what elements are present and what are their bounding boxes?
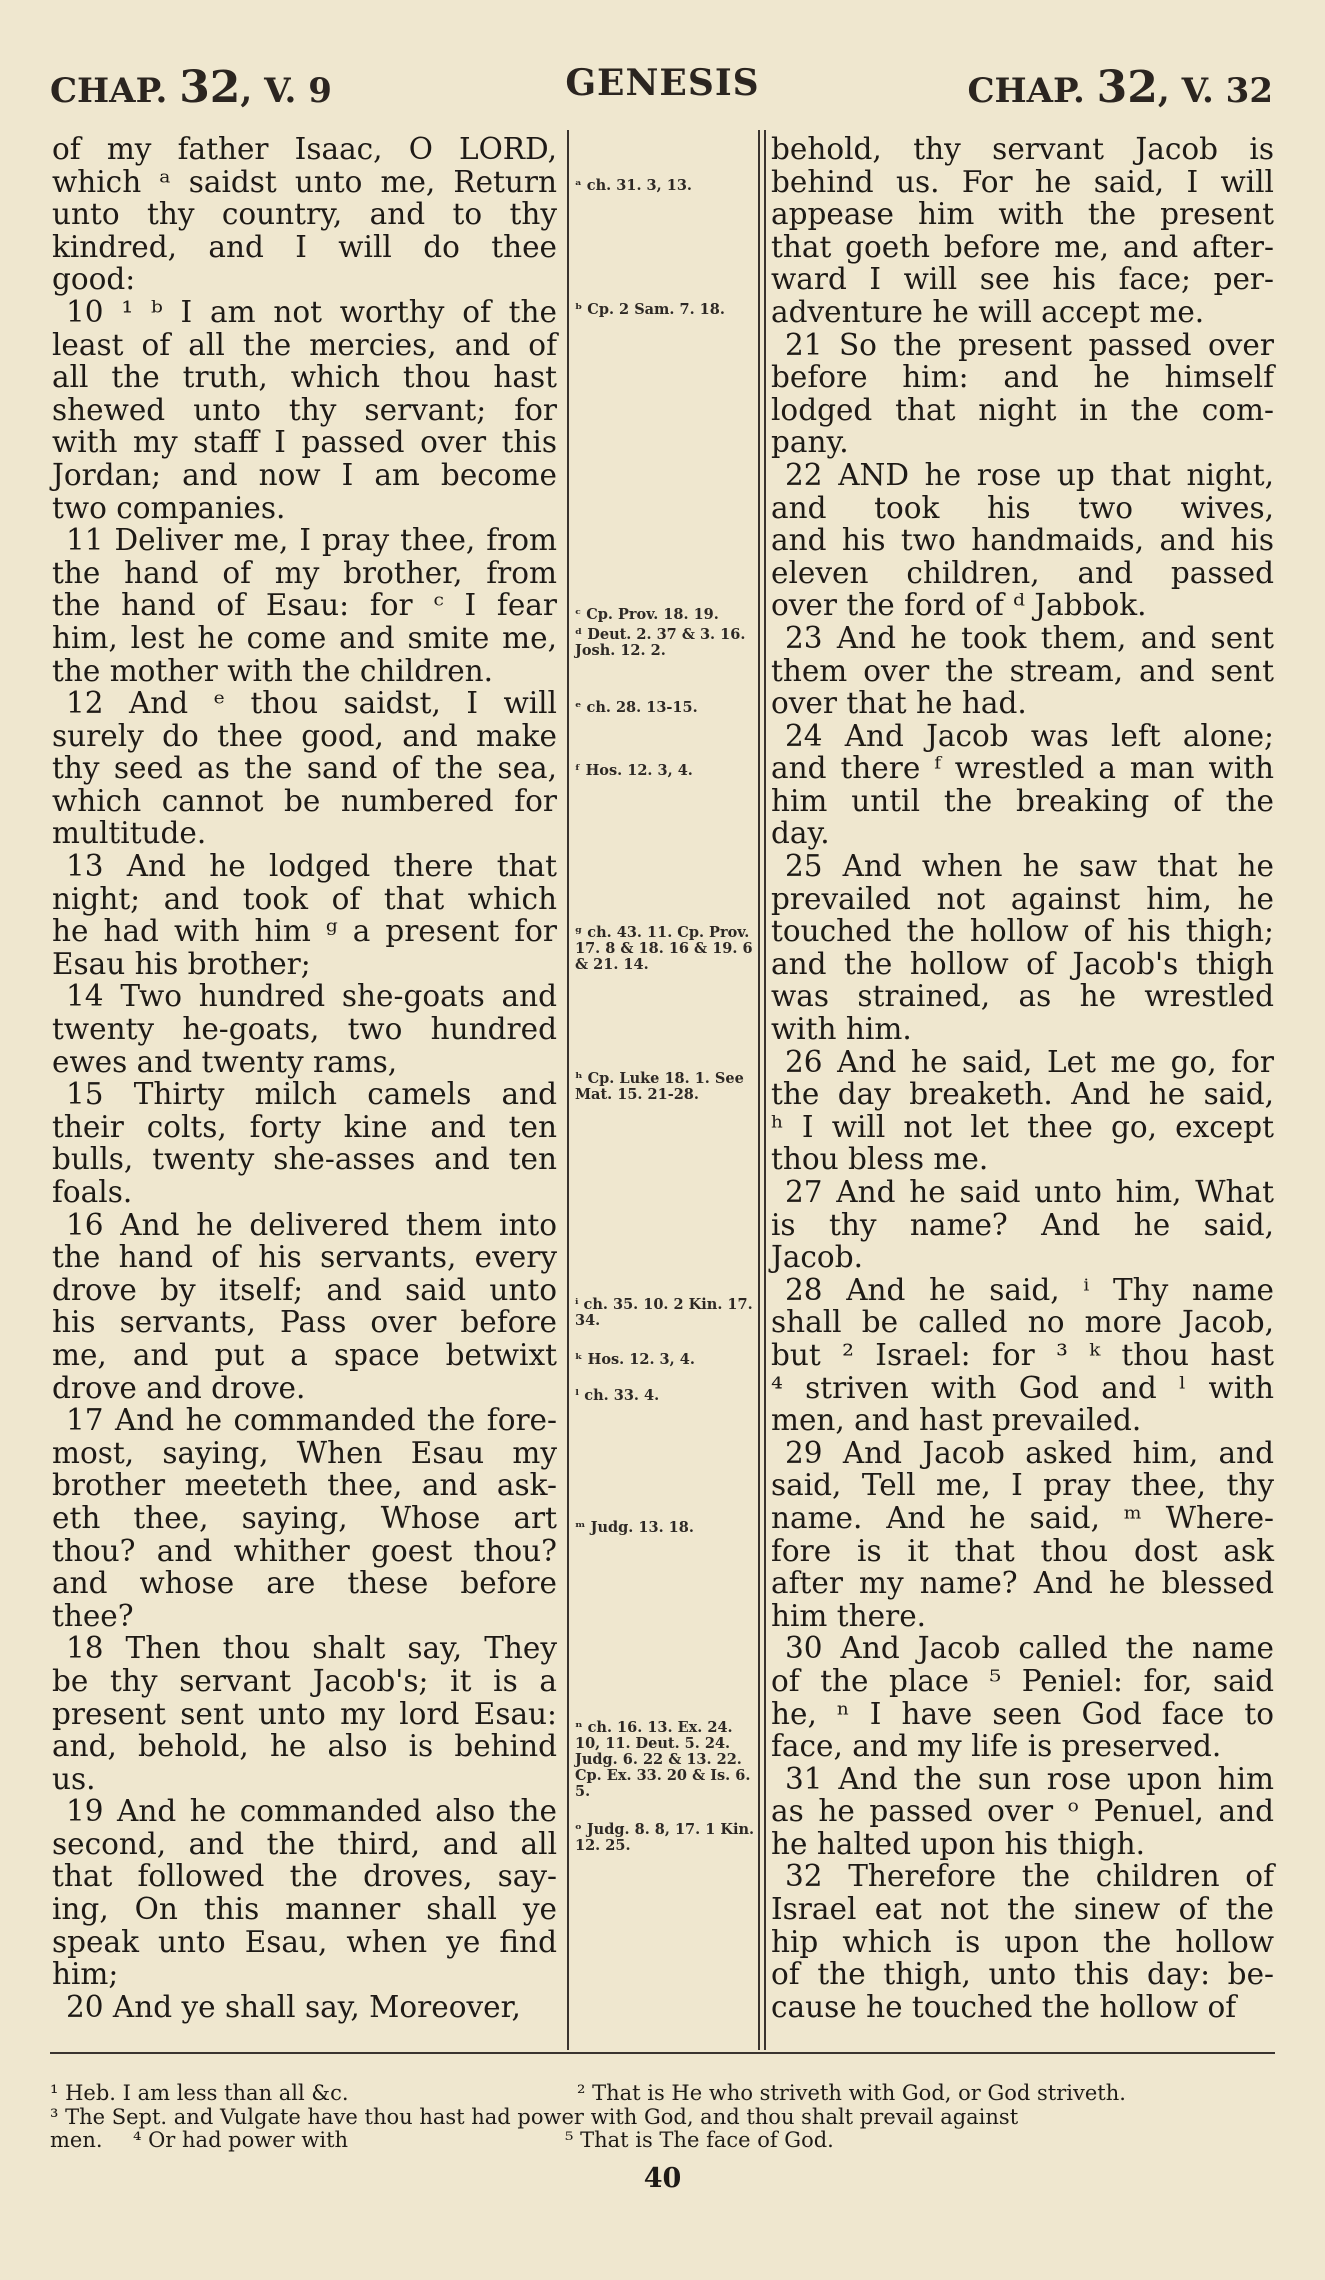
text-line: drove by itself; and said unto: [52, 1272, 557, 1307]
text-line: cause he touched the hollow of: [771, 1989, 1237, 2024]
text-line: eleven children, and passed: [771, 555, 1274, 590]
text-line: all the truth, which thou hast: [52, 360, 557, 395]
text-line: two companies.: [52, 490, 286, 525]
text-line: was strained, as he wrestled: [771, 979, 1274, 1014]
text-line: with him.: [771, 1012, 912, 1047]
cross-reference: ᵇ Cp. 2 Sam. 7. 18.: [575, 301, 725, 318]
text-line: good:: [52, 262, 136, 297]
text-line: over that he had.: [771, 686, 1027, 721]
text-line: 11 Deliver me, I pray thee, from: [66, 523, 557, 558]
text-line: 21 So the present passed over: [785, 327, 1274, 362]
right-text-column: [771, 133, 1274, 2023]
text-line: kindred, and I will do thee: [52, 229, 557, 264]
text-line: behind us. For he said, I will: [771, 164, 1274, 199]
text-line: fore is it that thou dost ask: [771, 1533, 1274, 1568]
text-line: 12 And ᵉ thou saidst, I will: [66, 686, 557, 721]
text-line: prevailed not against him, he: [771, 881, 1274, 916]
text-line: and his two handmaids, and his: [771, 523, 1274, 558]
cross-reference: ⁿ ch. 16. 13. Ex. 24. 10, 11. Deut. 5. 24. Judg. 6. 22 & 13. 22. Cp. Ex. 33. 20 & Is. 6. 5.: [575, 1719, 751, 1800]
text-line: said, Tell me, I pray thee, thy: [771, 1468, 1274, 1503]
footnote-divider: [50, 2052, 1275, 2054]
text-line: he halted upon his thigh.: [771, 1826, 1145, 1861]
text-line: name. And he said, ᵐ Where-: [771, 1500, 1274, 1535]
text-line: of the thigh, unto this day: be-: [771, 1957, 1274, 1992]
footnote-3: ³ The Sept. and Vulgate have thou hast had power with God, and thou shalt prevail against: [50, 2105, 1019, 2129]
text-line: multitude.: [52, 816, 207, 851]
text-line: with my staff I passed over this: [52, 425, 557, 460]
text-line: drove and drove.: [52, 1370, 306, 1405]
text-line: face, and my life is preserved.: [771, 1729, 1222, 1764]
text-line: him, lest he come and smite me,: [52, 620, 557, 655]
text-line: thee?: [52, 1598, 134, 1633]
page-number: 40: [643, 2163, 682, 2194]
footnote-4: ⁴ Or had power with: [133, 2128, 349, 2152]
text-line: surely do thee good, and make: [52, 718, 557, 753]
running-header-right: CHAP. 32, V. 32: [967, 62, 1273, 113]
text-line: him;: [52, 1957, 119, 1992]
text-line: them over the stream, and sent: [771, 653, 1274, 688]
text-line: unto thy country, and to thy: [52, 197, 557, 232]
running-header-left: CHAP. 32, V. 9: [50, 62, 332, 113]
text-line: foals.: [52, 1175, 133, 1209]
text-line: 16 And he delivered them into: [66, 1207, 557, 1242]
text-line: Jordan; and now I am become: [52, 457, 557, 492]
text-line: Jacob.: [771, 1240, 863, 1275]
text-line: over the ford of ᵈ Jabbok.: [771, 588, 1147, 623]
text-line: 14 Two hundred she-goats and: [66, 979, 557, 1014]
text-line: the hand of my brother, from: [52, 555, 557, 590]
text-line: Esau his brother;: [52, 946, 311, 981]
text-line: Israel eat not the sinew of the: [771, 1892, 1274, 1927]
cross-reference: ᵏ Hos. 12. 3, 4.: [575, 1351, 695, 1368]
text-line: ʰ I will not let thee go, except: [771, 1109, 1274, 1144]
text-line: the day breaketh. And he said,: [771, 1077, 1274, 1112]
text-line: hip which is upon the hollow: [771, 1924, 1274, 1959]
cross-reference: ⁱ ch. 35. 10. 2 Kin. 17. 34.: [575, 1296, 753, 1329]
text-line: before him: and he himself: [771, 360, 1274, 395]
column-divider: [758, 130, 760, 2050]
cross-reference: ᵃ ch. 31. 3, 13.: [575, 177, 692, 194]
footnote-5: ⁵ That is The face of God.: [565, 2128, 834, 2152]
text-line: which ᵃ saidst unto me, Return: [52, 164, 557, 199]
text-line: men, and hast prevailed.: [771, 1403, 1142, 1438]
cross-reference: ᶜ Cp. Prov. 18. 19.: [575, 606, 719, 623]
text-line: but ² Israel: for ³ ᵏ thou hast: [771, 1337, 1274, 1372]
text-line: and whose are these before: [52, 1566, 557, 1601]
text-line: him until the breaking of the: [771, 783, 1274, 818]
text-line: second, and the third, and all: [52, 1826, 557, 1861]
text-line: he had with him ᵍ a present for: [52, 914, 557, 949]
text-line: the mother with the children.: [52, 653, 494, 688]
cross-reference: ᶠ Hos. 12. 3, 4.: [575, 762, 693, 779]
text-line: which cannot be numbered for: [52, 783, 557, 818]
text-line: most, saying, When Esau my: [52, 1435, 557, 1470]
text-line: 19 And he commanded also the: [66, 1794, 557, 1829]
text-line: pany.: [771, 425, 849, 460]
cross-reference: ʰ Cp. Luke 18. 1. See Mat. 15. 21-28.: [575, 1070, 744, 1103]
cross-reference: ᵐ Judg. 13. 18.: [575, 1519, 694, 1536]
text-line: and the hollow of Jacob's thigh: [771, 946, 1274, 981]
text-line: 28 And he said, ⁱ Thy name: [785, 1272, 1274, 1307]
text-line: 25 And when he saw that he: [785, 849, 1274, 884]
text-line: eth thee, saying, Whose art: [52, 1500, 557, 1535]
text-line: he, ⁿ I have seen God face to: [771, 1696, 1274, 1731]
cross-reference: ˡ ch. 33. 4.: [575, 1387, 660, 1404]
text-line: touched the hollow of his thigh;: [771, 914, 1274, 949]
text-line: and took his two wives,: [771, 490, 1274, 525]
text-line: me, and put a space betwixt: [52, 1337, 557, 1372]
text-line: night; and took of that which: [52, 881, 557, 916]
text-line: thou bless me.: [771, 1142, 989, 1177]
text-line: 31 And the sun rose upon him: [785, 1761, 1274, 1796]
text-line: ewes and twenty rams,: [52, 1044, 398, 1079]
text-line: least of all the mercies, and of: [52, 327, 557, 362]
column-divider: [567, 130, 569, 2050]
text-line: his servants, Pass over before: [52, 1305, 557, 1340]
text-line: 32 Therefore the children of: [785, 1859, 1274, 1894]
text-line: after my name? And he blessed: [771, 1566, 1274, 1601]
footnote-2: ² That is He who striveth with God, or God striveth.: [577, 2081, 1126, 2105]
cross-reference: ᵉ ch. 28. 13-15.: [575, 699, 698, 716]
text-line: and, behold, he also is behind: [52, 1729, 557, 1764]
text-line: ⁴ striven with God and ˡ with: [771, 1370, 1274, 1405]
left-text-column: [52, 133, 557, 2023]
text-line: present sent unto my lord Esau:: [52, 1696, 557, 1731]
cross-reference: ᵒ Judg. 8. 8, 17. 1 Kin. 12. 25.: [575, 1821, 755, 1854]
text-line: 13 And he lodged there that: [66, 849, 557, 884]
text-line: 27 And he said unto him, What: [785, 1175, 1274, 1209]
text-line: 24 And Jacob was left alone;: [785, 718, 1274, 753]
text-line: adventure he will accept me.: [771, 294, 1205, 329]
text-line: thou? and whither goest thou?: [52, 1533, 557, 1568]
text-line: 17 And he commanded the fore-: [66, 1403, 557, 1438]
text-line: is thy name? And he said,: [771, 1207, 1274, 1242]
cross-reference: ᵍ ch. 43. 11. Cp. Prov. 17. 8 & 18. 16 & 19. 6 & 21. 14.: [575, 924, 753, 973]
footnote-3-cont: men.: [50, 2128, 103, 2152]
text-line: 30 And Jacob called the name: [785, 1631, 1274, 1666]
text-line: that followed the droves, say-: [52, 1859, 557, 1894]
text-line: ward I will see his face; per-: [771, 262, 1274, 297]
text-line: ing, On this manner shall ye: [52, 1892, 557, 1927]
text-line: of the place ⁵ Peniel: for, said: [771, 1663, 1274, 1698]
text-line: appease him with the present: [771, 197, 1274, 232]
text-line: 22 AND he rose up that night,: [785, 457, 1274, 492]
text-line: lodged that night in the com-: [771, 392, 1274, 427]
text-line: shewed unto thy servant; for: [52, 392, 557, 427]
text-line: be thy servant Jacob's; it is a: [52, 1663, 557, 1698]
text-line: their colts, forty kine and ten: [52, 1109, 557, 1144]
text-line: the hand of his servants, every: [52, 1240, 557, 1275]
column-divider: [764, 130, 766, 2050]
text-line: bulls, twenty she-asses and ten: [52, 1142, 557, 1177]
text-line: shall be called no more Jacob,: [771, 1305, 1274, 1340]
text-line: 15 Thirty milch camels and: [66, 1077, 557, 1112]
text-line: speak unto Esau, when ye find: [52, 1924, 557, 1959]
cross-reference: ᵈ Deut. 2. 37 & 3. 16. Josh. 12. 2.: [575, 626, 746, 659]
text-line: 20 And ye shall say, Moreover,: [66, 1989, 521, 2024]
text-line: as he passed over ᵒ Penuel, and: [771, 1794, 1274, 1829]
book-title: GENESIS: [565, 62, 760, 104]
text-line: twenty he-goats, two hundred: [52, 1012, 557, 1047]
text-line: that goeth before me, and after-: [771, 229, 1274, 264]
text-line: day.: [771, 816, 830, 851]
text-line: 10 ¹ ᵇ I am not worthy of the: [66, 294, 557, 329]
text-line: brother meeteth thee, and ask-: [52, 1468, 557, 1503]
text-line: 26 And he said, Let me go, for: [785, 1044, 1274, 1079]
text-line: of my father Isaac, O LORD,: [52, 132, 557, 166]
text-line: him there.: [771, 1598, 927, 1633]
text-line: 23 And he took them, and sent: [785, 620, 1274, 655]
footnote-1: ¹ Heb. I am less than all &c.: [50, 2081, 349, 2105]
text-line: us.: [52, 1761, 96, 1796]
text-line: and there ᶠ wrestled a man with: [771, 751, 1274, 786]
text-line: behold, thy servant Jacob is: [771, 132, 1274, 166]
text-line: 18 Then thou shalt say, They: [66, 1631, 557, 1666]
text-line: thy seed as the sand of the sea,: [52, 751, 557, 786]
text-line: 29 And Jacob asked him, and: [785, 1435, 1274, 1470]
text-line: the hand of Esau: for ᶜ I fear: [52, 588, 557, 623]
